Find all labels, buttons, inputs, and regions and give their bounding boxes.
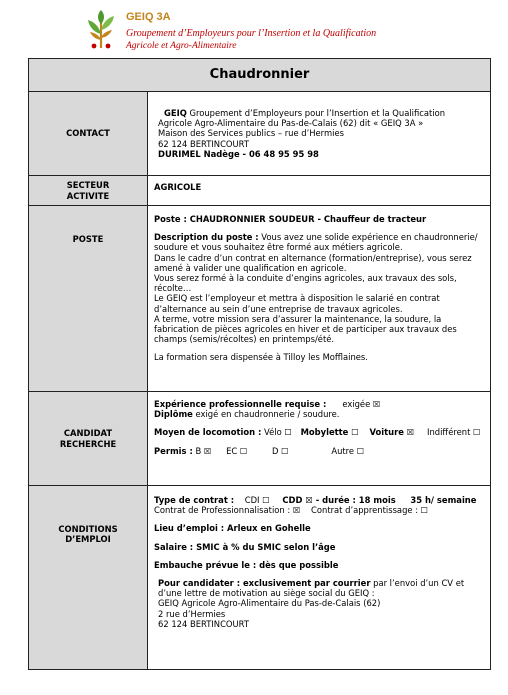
- cdd-label[interactable]: CDD: [282, 495, 303, 505]
- diplome-label: Diplôme: [154, 409, 193, 420]
- candidat-label: [29, 392, 148, 486]
- secteur-label: [29, 176, 148, 206]
- logo-plant-icon: [84, 8, 118, 50]
- contact-label: CONTACT: [29, 92, 148, 176]
- diplome-value: exigé en chaudronnerie / soudure.: [192, 409, 340, 420]
- poste-line-3: amené à valider une qualification en agricole.: [154, 262, 347, 273]
- permis-b-checkbox[interactable]: B ☒: [195, 445, 212, 456]
- permis-label: Permis :: [154, 445, 193, 456]
- poste-desc-label: Description du poste :: [154, 232, 259, 243]
- salaire: Salaire : SMIC à % du SMIC selon l’âge: [154, 541, 336, 552]
- tagline: [126, 28, 376, 52]
- poste-line-5: récolte…: [154, 283, 192, 294]
- candidat-row: [29, 392, 491, 486]
- poste-heading: Poste : CHAUDRONNIER SOUDEUR - Chauffeur de tracteur: [154, 214, 427, 224]
- poste-line-0: Vous avez une solide expérience en chaudronnerie/: [258, 232, 478, 243]
- candidat-details: [148, 392, 491, 486]
- experience-checkbox[interactable]: exigée ☒: [342, 399, 381, 409]
- contract-type-label: Type de contrat :: [154, 495, 235, 505]
- locomotion-label: Moyen de locomotion :: [154, 427, 262, 438]
- cdi-checkbox[interactable]: CDI ☐: [244, 495, 270, 505]
- poste-line-6: Le GEIQ est l’employeur et mettra à disposition le salarié en contrat: [154, 293, 440, 304]
- mobylette-checkbox[interactable]: Mobylette ☐: [300, 427, 359, 438]
- brand-name: GEIQ 3A: [126, 11, 171, 23]
- tagline-line1: Groupement d’Employeurs pour l’Insertion et la Qualification: [126, 28, 377, 39]
- permis-ec-checkbox[interactable]: EC ☐: [226, 445, 248, 456]
- conditions-label-line2: D’EMPLOI: [65, 534, 111, 545]
- poste-line-2: Dans le cadre d’un contrat en alternance (formation/entreprise), vous serez: [154, 252, 472, 263]
- job-offer-table: [28, 58, 491, 670]
- poste-line-1: soudure et vous souhaitez être formé aux métiers agricole.: [154, 242, 403, 253]
- velo-checkbox[interactable]: Vélo ☐: [264, 427, 292, 438]
- conditions-row: [29, 486, 491, 670]
- contact-address2: 62 124 BERTINCOURT: [158, 138, 249, 149]
- candidat-label-line2: RECHERCHE: [59, 438, 117, 449]
- permis-autre-checkbox[interactable]: Autre ☐: [331, 445, 365, 456]
- poste-formation: La formation sera dispensée à Tilloy les Mofflaines.: [154, 352, 368, 363]
- secteur-value: AGRICOLE: [154, 182, 202, 192]
- poste-line-7: d’alternance au sein d’une entreprise de travaux agricoles.: [154, 303, 403, 314]
- poste-line-8: A terme, votre mission sera d’assurer la maintenance, la soudure, la: [154, 313, 442, 324]
- permis-d-checkbox[interactable]: D ☐: [272, 445, 289, 456]
- experience-label: Expérience professionnelle requise :: [154, 399, 327, 409]
- candidater-addr1: GEIQ Agricole Agro-Alimentaire du Pas-de-Calais (62): [158, 598, 381, 609]
- poste-line-9: fabrication de pièces agricoles en hiver et de participer aux travaux des: [154, 324, 457, 335]
- voiture-checkbox[interactable]: Voiture ☒: [369, 427, 415, 438]
- tagline-line2: Agricole et Agro-Alimentaire: [126, 41, 237, 51]
- secteur-value-cell: [148, 176, 491, 206]
- secteur-row: [29, 176, 491, 206]
- lieu-emploi: Lieu d’emploi : Arleux en Gohelle: [154, 523, 311, 534]
- contact-row: [29, 92, 491, 176]
- cdd-duration: ☒ - durée : 18 mois: [302, 495, 396, 505]
- contrat-pro-checkbox[interactable]: Contrat de Professionnalisation : ☒: [154, 505, 301, 516]
- candidater-line2: d’une lettre de motivation au siège social du GEIQ :: [158, 588, 375, 599]
- conditions-label: [29, 486, 148, 670]
- contact-details: [148, 92, 491, 176]
- poste-line-10: champs (semis/récoltes) en printemps/été.: [154, 334, 335, 345]
- candidat-label-line1: CANDIDAT: [63, 428, 113, 439]
- contact-org-line2: Agricole Agro-Alimentaire du Pas-de-Calais (62) dit « GEIQ 3A »: [158, 118, 424, 129]
- title-row: [29, 59, 491, 92]
- conditions-details: [148, 486, 491, 670]
- letterhead: [0, 0, 508, 56]
- poste-line-4: Vous serez formé à la conduite d’engins agricoles, aux travaux des sols,: [154, 273, 457, 284]
- contact-org-line1: Groupement d’Employeurs pour l’Insertion et la Qualification: [186, 107, 446, 118]
- contact-person: DURIMEL Nadège - 06 48 95 95 98: [158, 148, 319, 159]
- candidater-rest: par l’envoi d’un CV et: [370, 578, 465, 589]
- secteur-label-line2: ACTIVITE: [66, 190, 110, 201]
- contrat-apprentissage-checkbox[interactable]: Contrat d’apprentissage : ☐: [311, 505, 429, 516]
- poste-details: [148, 206, 491, 392]
- indifferent-checkbox[interactable]: Indifférent ☐: [427, 427, 481, 438]
- contact-org-bold: GEIQ: [164, 107, 187, 118]
- candidater-bold: Pour candidater : exclusivement par courrier: [158, 578, 371, 589]
- candidater-addr2: 2 rue d’Hermies: [158, 608, 226, 619]
- conditions-label-line1: CONDITIONS: [58, 524, 118, 534]
- poste-label: POSTE: [29, 206, 148, 392]
- job-title: Chaudronnier: [29, 59, 491, 92]
- candidater-addr3: 62 124 BERTINCOURT: [158, 618, 249, 629]
- poste-row: [29, 206, 491, 392]
- contact-address1: Maison des Services publics – rue d’Hermies: [158, 128, 344, 139]
- embauche: Embauche prévue le : dès que possible: [154, 559, 339, 570]
- secteur-label-line1: SECTEUR: [66, 180, 110, 191]
- hours-per-week: 35 h/ semaine: [410, 495, 477, 505]
